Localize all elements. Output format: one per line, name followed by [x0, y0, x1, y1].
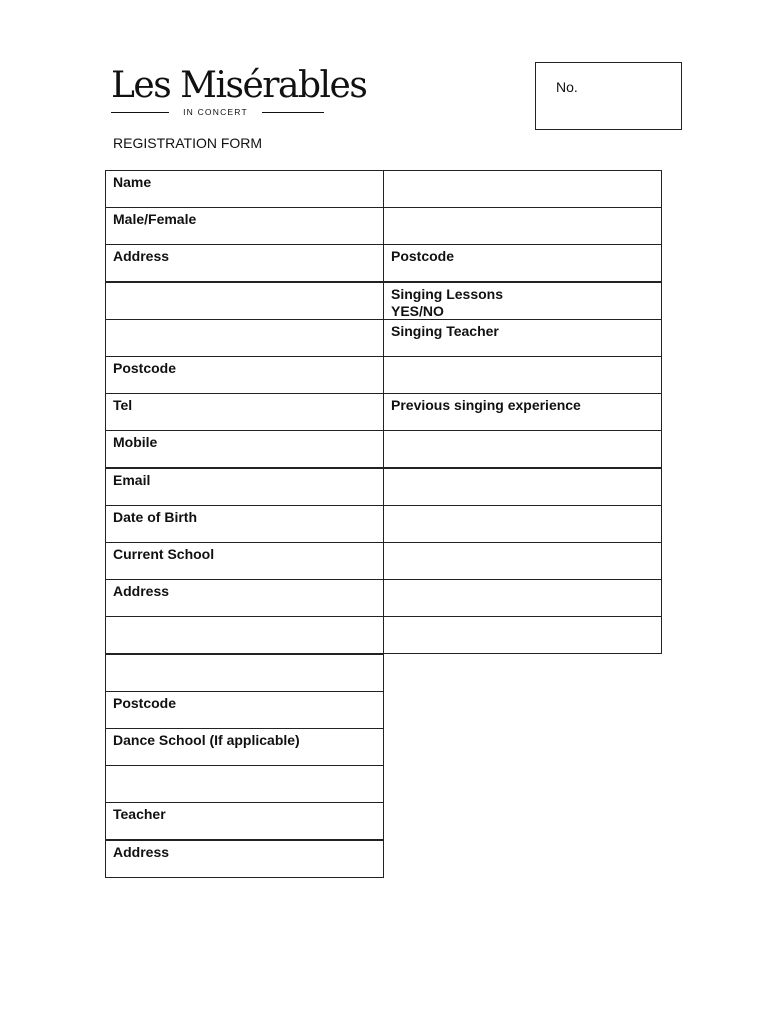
number-label: No.	[556, 79, 578, 95]
right-cell-blank-11[interactable]	[383, 579, 662, 617]
field-label: Postcode	[113, 360, 177, 376]
logo-subtitle: IN CONCERT	[183, 107, 248, 117]
left-cell-current-school-10[interactable]	[105, 542, 384, 580]
field-label: Address	[113, 843, 170, 860]
field-label: Address	[113, 248, 170, 265]
field-label: Email	[113, 471, 151, 488]
left-cell-address-18[interactable]	[105, 840, 384, 878]
field-label: Mobile	[113, 434, 158, 451]
left-cell-postcode-14[interactable]	[105, 691, 384, 729]
left-cell-address-11[interactable]	[105, 579, 384, 617]
field-label: Postcode	[113, 694, 177, 711]
left-cell-address-2[interactable]	[105, 244, 384, 282]
logo-rule-right	[262, 112, 324, 113]
field-label: Dance School (If applicable)	[113, 732, 300, 748]
right-cell-postcode-2[interactable]	[383, 244, 662, 282]
right-cell-blank-7[interactable]	[383, 430, 662, 468]
field-label: Address	[113, 583, 170, 600]
right-cell-blank-9[interactable]	[383, 505, 662, 543]
right-cell-blank-12[interactable]	[383, 616, 662, 654]
right-cell-blank-10[interactable]	[383, 542, 662, 580]
left-cell-dance-school-if-applicable-15[interactable]	[105, 728, 384, 766]
logo-title: Les Misérables	[111, 65, 367, 106]
field-label: Tel	[113, 397, 133, 414]
right-cell-blank-1[interactable]	[383, 207, 662, 245]
right-cell-singing-teacher-4[interactable]	[383, 319, 662, 357]
left-cell-blank-16[interactable]	[105, 765, 384, 803]
right-cell-blank-5[interactable]	[383, 356, 662, 394]
right-cell-singing-lessons-yes-no-3[interactable]	[383, 282, 662, 320]
right-cell-blank-8[interactable]	[383, 468, 662, 506]
left-cell-postcode-5[interactable]	[105, 356, 384, 394]
left-cell-teacher-17[interactable]	[105, 802, 384, 840]
left-cell-blank-3[interactable]	[105, 282, 384, 320]
logo	[108, 65, 367, 118]
field-label: Current School	[113, 546, 215, 562]
field-label: Singing Lessons YES/NO	[391, 285, 504, 319]
field-label: Postcode	[391, 248, 455, 265]
left-cell-blank-12[interactable]	[105, 616, 384, 654]
field-label: Singing Teacher	[391, 322, 499, 339]
number-box[interactable]	[535, 62, 682, 130]
left-cell-email-8[interactable]	[105, 468, 384, 506]
field-label: Previous singing experience	[391, 397, 581, 414]
form-title: REGISTRATION FORM	[113, 135, 263, 151]
field-label: Male/Female	[113, 211, 197, 228]
right-cell-previous-singing-experience-6[interactable]	[383, 393, 662, 431]
field-label: Date of Birth	[113, 508, 197, 525]
logo-rule-left	[111, 112, 169, 113]
left-cell-tel-6[interactable]	[105, 393, 384, 431]
left-cell-mobile-7[interactable]	[105, 430, 384, 468]
left-cell-male-female-1[interactable]	[105, 207, 384, 245]
field-label: Name	[113, 174, 152, 190]
field-label: Teacher	[113, 806, 166, 823]
left-cell-date-of-birth-9[interactable]	[105, 505, 384, 543]
right-cell-blank-0[interactable]	[383, 170, 662, 208]
left-cell-blank-13[interactable]	[105, 654, 384, 692]
left-cell-blank-4[interactable]	[105, 319, 384, 357]
left-cell-name-0[interactable]	[105, 170, 384, 208]
